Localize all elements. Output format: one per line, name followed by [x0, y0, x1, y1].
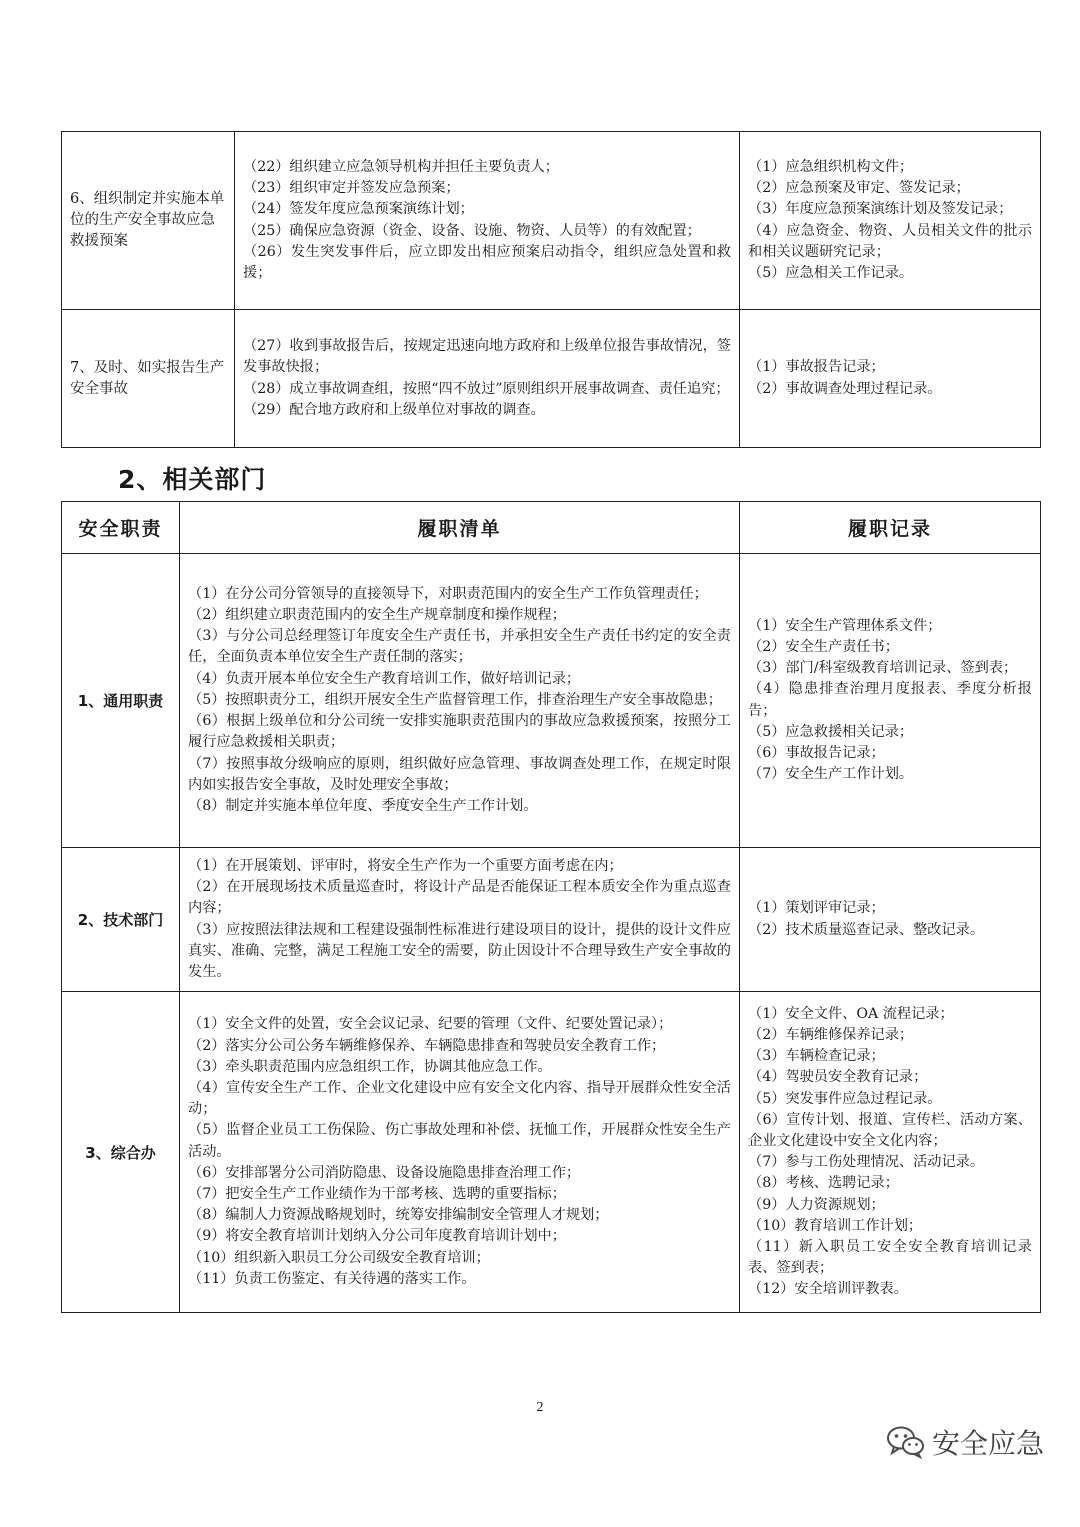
record-cell: （1）事故报告记录； （2）事故调查处理过程记录。 [748, 359, 942, 397]
table-row [62, 554, 1041, 848]
duty-cell: 2、技术部门 [62, 848, 180, 992]
list-cell: （27）收到事故报告后，按规定迅速向地方政府和上级单位报告事故情况，签发事故快报； （28）成立事故调查组，按照“四不放过”原则组织开展事故调查、责任追究； （29）配合地方政府和上级单位对事故的调查。 [243, 338, 731, 418]
duty-cell: 7、及时、如实报告生产安全事故 [70, 359, 225, 397]
table-row [62, 992, 1041, 1313]
wechat-icon [886, 1425, 926, 1459]
column-header: 安全职责 [62, 502, 180, 554]
duty-cell: 6、组织制定并实施本单位的生产安全事故应急救援预案 [70, 191, 225, 249]
list-cell: （22）组织建立应急领导机构并担任主要负责人； （23）组织审定并签发应急预案； （24）签发年度应急预案演练计划； （25）确保应急资源（资金、设备、设施、物资、人员等）的有效配置； （26）发生突发事件后，应立即发出相应预案启动指令，组织应急处置和救援； [243, 158, 731, 281]
record-cell: （1）安全生产管理体系文件； （2）安全生产责任书； （3）部门/科室级教育培训记录、签到表； （4）隐患排查治理月度报表、季度分析报告； （5）应急救援相关记录； （6）事故报告记录； （7）安全生产工作计划。 [748, 617, 1032, 783]
watermark-text: 安全应急 [931, 1427, 1044, 1460]
duty-cell: 1、通用职责 [62, 554, 180, 848]
list-cell: （1）在分公司分管领导的直接领导下，对职责范围内的安全生产工作负管理责任； （2）组织建立职责范围内的安全生产规章制度和操作规程； （3）与分公司总经理签订年度安全生产责任书，并承担安全生产责任书约定的安全责任，全面负责本单位安全生产责任制的落实； （4）负责开展本单位安全生产教育培训工作，做好培训记录； （5）按照职责分工，组织开展安全生产监督管理工作，排查治理生产安全事故隐患； （6）根据上级单位和分公司统一安排实施职责范围内的事故应急救援预案，按照分工履行应急救援相关职责； （7）按照事故分级响应的原则，组织做好应急管理、事故调查处理工作，在规定时限内如实报告安全事故，及时处理安全事故； （8）制定并实施本单位年度、季度安全生产工作计划。 [188, 585, 731, 814]
top-duty-table [61, 131, 1041, 448]
table-row [62, 310, 1041, 448]
page-number: 2 [536, 1400, 544, 1415]
column-header: 履职清单 [180, 502, 740, 554]
duty-cell: 3、综合办 [62, 992, 180, 1313]
watermark [886, 1422, 1044, 1462]
table-row [62, 848, 1041, 992]
department-duty-table [61, 501, 1041, 1313]
list-cell: （1）安全文件的处置，安全会议记录、纪要的管理（文件、纪要处置记录）； （2）落实分公司公务车辆维修保养、车辆隐患排查和驾驶员安全教育工作； （3）牵头职责范围内应急组织工作，协调其他应急工作。 （4）宣传安全生产工作、企业文化建设中应有安全文化内容、指导开展群众性安全活动； （5）监督企业员工工伤保险、伤亡事故处理和补偿、抚恤工作，开展群众性安全生产活动。 （6）安排部署分公司消防隐患、设备设施隐患排查治理工作； （7）把安全生产工作业绩作为干部考核、选聘的重要指标； （8）编制人力资源战略规划时，统筹安排编制安全管理人才规划； （9）将安全教育培训计划纳入分公司年度教育培训计划中； （10）组织新入职员工分公司级安全教育培训； （11）负责工伤鉴定、有关待遇的落实工作。 [188, 1016, 731, 1287]
record-cell: （1）应急组织机构文件； （2）应急预案及审定、签发记录； （3）年度应急预案演练计划及签发记录； （4）应急资金、物资、人员相关文件的批示和相关议题研究记录； （5）应急相关工作记录。 [748, 158, 1032, 281]
table-header-row [62, 502, 1041, 554]
record-cell: （1）安全文件、OA 流程记录； （2）车辆维修保养记录； （3）车辆检查记录； （4）驾驶员安全教育记录； （5）突发事件应急过程记录。 （6）宣传计划、报道、宣传栏、活动方案、企业文化建设中安全文化内容； （7）参与工伤处理情况、活动记录。 （8）考核、选聘记录； （9）人力资源规划； （10）教育培训工作计划； （11）新入职员工安全安全教育培训记录表、签到表； （12）安全培训评教表。 [748, 1005, 1032, 1298]
column-header: 履职记录 [740, 502, 1041, 554]
table-row [62, 132, 1041, 310]
list-cell: （1）在开展策划、评审时，将安全生产作为一个重要方面考虑在内； （2）在开展现场技术质量巡查时，将设计产品是否能保证工程本质安全作为重点巡查内容； （3）应按照法律法规和工程建设强制性标准进行建设项目的设计，提供的设计文件应真实、准确、完整，满足工程施工安全的需要，防止因设计不合理导致生产安全事故的发生。 [188, 858, 731, 981]
section-title: 2、相关部门 [118, 465, 267, 494]
record-cell: （1）策划评审记录； （2）技术质量巡查记录、整改记录。 [748, 900, 985, 938]
